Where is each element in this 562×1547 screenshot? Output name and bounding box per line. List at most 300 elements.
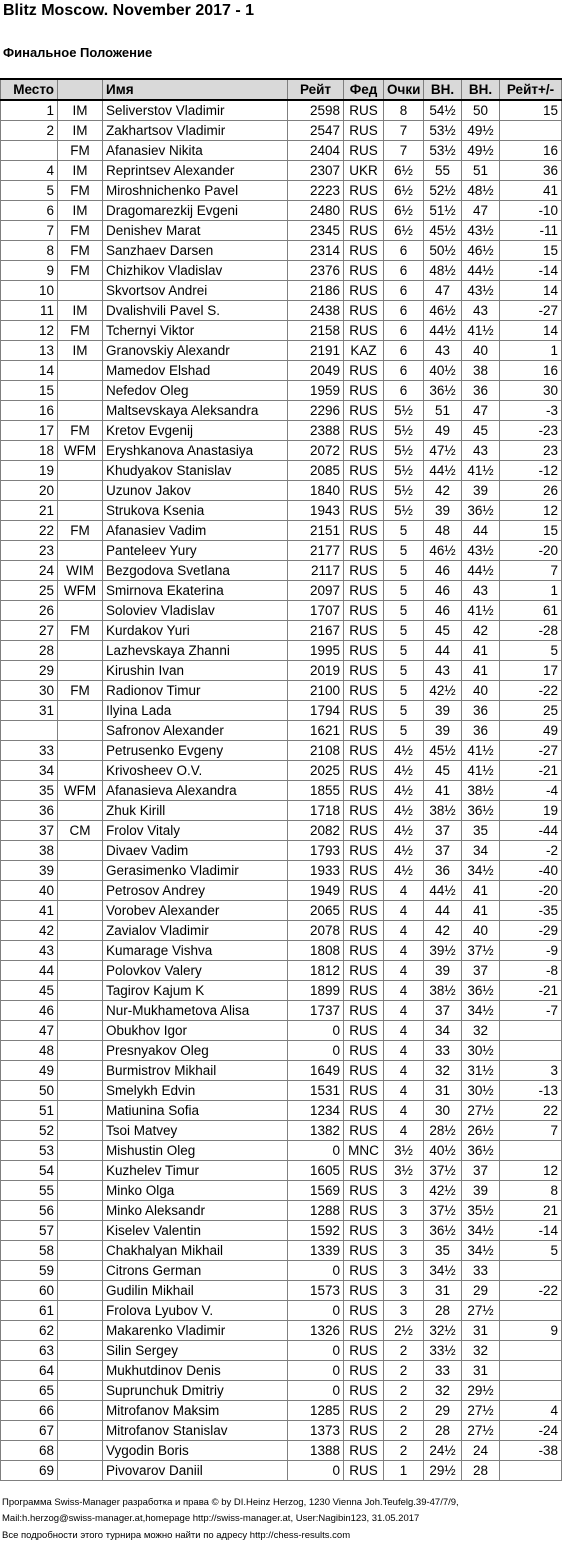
cell-rating: 1569 bbox=[288, 1181, 344, 1201]
cell-tiebreak-1: 47½ bbox=[424, 441, 462, 461]
cell-rating: 2345 bbox=[288, 221, 344, 241]
cell-tiebreak-2: 48½ bbox=[462, 181, 500, 201]
cell-tiebreak-2: 36½ bbox=[462, 1141, 500, 1161]
table-row bbox=[1, 561, 562, 581]
cell-rating: 1812 bbox=[288, 961, 344, 981]
cell-tiebreak-2: 37½ bbox=[462, 941, 500, 961]
cell-rating: 1949 bbox=[288, 881, 344, 901]
cell-title bbox=[58, 281, 103, 301]
cell-tiebreak-1: 37 bbox=[424, 821, 462, 841]
cell-rating-change: 7 bbox=[500, 1121, 562, 1141]
cell-rank: 15 bbox=[1, 381, 58, 401]
cell-rating-change: -22 bbox=[500, 681, 562, 701]
cell-federation: RUS bbox=[344, 781, 384, 801]
standings-table bbox=[0, 78, 562, 1481]
cell-title bbox=[58, 741, 103, 761]
cell-name: Mamedov Elshad bbox=[103, 361, 288, 381]
cell-name: Kirushin Ivan bbox=[103, 661, 288, 681]
cell-title: CM bbox=[58, 821, 103, 841]
cell-federation: RUS bbox=[344, 721, 384, 741]
cell-rating-change: 14 bbox=[500, 281, 562, 301]
table-row bbox=[1, 701, 562, 721]
cell-title bbox=[58, 1261, 103, 1281]
cell-rating-change: -23 bbox=[500, 421, 562, 441]
cell-tiebreak-1: 33 bbox=[424, 1361, 462, 1381]
table-row bbox=[1, 1201, 562, 1221]
cell-rating-change: -27 bbox=[500, 301, 562, 321]
cell-federation: RUS bbox=[344, 501, 384, 521]
cell-rank: 46 bbox=[1, 1001, 58, 1021]
table-header-row bbox=[1, 79, 562, 100]
cell-rank: 48 bbox=[1, 1041, 58, 1061]
cell-tiebreak-1: 45 bbox=[424, 621, 462, 641]
cell-points: 6½ bbox=[384, 221, 424, 241]
table-row bbox=[1, 481, 562, 501]
cell-tiebreak-2: 49½ bbox=[462, 141, 500, 161]
cell-federation: RUS bbox=[344, 221, 384, 241]
cell-federation: RUS bbox=[344, 321, 384, 341]
cell-points: 6 bbox=[384, 361, 424, 381]
table-row bbox=[1, 621, 562, 641]
cell-title: FM bbox=[58, 241, 103, 261]
table-row bbox=[1, 821, 562, 841]
cell-points: 4½ bbox=[384, 761, 424, 781]
cell-tiebreak-1: 51 bbox=[424, 401, 462, 421]
cell-points: 4 bbox=[384, 1021, 424, 1041]
cell-rating-change: 14 bbox=[500, 321, 562, 341]
cell-rank: 33 bbox=[1, 741, 58, 761]
cell-title bbox=[58, 1161, 103, 1181]
cell-rating: 2314 bbox=[288, 241, 344, 261]
cell-tiebreak-1: 42 bbox=[424, 481, 462, 501]
cell-tiebreak-1: 46 bbox=[424, 581, 462, 601]
cell-points: 5 bbox=[384, 661, 424, 681]
cell-rank: 39 bbox=[1, 861, 58, 881]
cell-tiebreak-1: 39½ bbox=[424, 941, 462, 961]
table-row bbox=[1, 1321, 562, 1341]
cell-points: 4 bbox=[384, 1121, 424, 1141]
cell-rating-change: 5 bbox=[500, 641, 562, 661]
cell-points: 3 bbox=[384, 1201, 424, 1221]
table-row bbox=[1, 1081, 562, 1101]
table-row bbox=[1, 381, 562, 401]
cell-name: Presnyakov Oleg bbox=[103, 1041, 288, 1061]
table-row bbox=[1, 761, 562, 781]
cell-rating: 1373 bbox=[288, 1421, 344, 1441]
cell-rank: 1 bbox=[1, 100, 58, 121]
cell-rank: 43 bbox=[1, 941, 58, 961]
cell-rating-change: -28 bbox=[500, 621, 562, 641]
cell-tiebreak-2: 41½ bbox=[462, 761, 500, 781]
cell-rating-change: 25 bbox=[500, 701, 562, 721]
cell-rating: 2078 bbox=[288, 921, 344, 941]
cell-tiebreak-1: 42 bbox=[424, 921, 462, 941]
cell-tiebreak-2: 35 bbox=[462, 821, 500, 841]
table-row bbox=[1, 1001, 562, 1021]
cell-federation: RUS bbox=[344, 1041, 384, 1061]
cell-rank: 30 bbox=[1, 681, 58, 701]
cell-points: 7 bbox=[384, 121, 424, 141]
cell-rank: 2 bbox=[1, 121, 58, 141]
cell-federation: RUS bbox=[344, 921, 384, 941]
table-row bbox=[1, 1341, 562, 1361]
cell-rank: 9 bbox=[1, 261, 58, 281]
cell-federation: RUS bbox=[344, 1341, 384, 1361]
cell-tiebreak-2: 34 bbox=[462, 841, 500, 861]
cell-tiebreak-1: 29½ bbox=[424, 1461, 462, 1481]
cell-rating: 1592 bbox=[288, 1221, 344, 1241]
cell-tiebreak-2: 36½ bbox=[462, 801, 500, 821]
cell-rating-change: -8 bbox=[500, 961, 562, 981]
cell-federation: RUS bbox=[344, 461, 384, 481]
cell-points: 4 bbox=[384, 1061, 424, 1081]
cell-rating-change: -27 bbox=[500, 741, 562, 761]
cell-tiebreak-1: 55 bbox=[424, 161, 462, 181]
cell-federation: RUS bbox=[344, 981, 384, 1001]
table-row bbox=[1, 301, 562, 321]
header-name: Имя bbox=[103, 79, 288, 100]
cell-name: Minko Olga bbox=[103, 1181, 288, 1201]
cell-rating-change: 7 bbox=[500, 561, 562, 581]
table-row bbox=[1, 1241, 562, 1261]
header-title bbox=[58, 79, 103, 100]
cell-federation: RUS bbox=[344, 601, 384, 621]
cell-tiebreak-2: 36½ bbox=[462, 501, 500, 521]
cell-rating: 1793 bbox=[288, 841, 344, 861]
table-row bbox=[1, 541, 562, 561]
cell-rating-change: -21 bbox=[500, 981, 562, 1001]
cell-federation: RUS bbox=[344, 801, 384, 821]
cell-tiebreak-1: 36 bbox=[424, 861, 462, 881]
table-row bbox=[1, 281, 562, 301]
cell-title bbox=[58, 1341, 103, 1361]
cell-tiebreak-2: 31 bbox=[462, 1361, 500, 1381]
cell-rating-change: 15 bbox=[500, 100, 562, 121]
cell-rating: 2097 bbox=[288, 581, 344, 601]
cell-name: Burmistrov Mikhail bbox=[103, 1061, 288, 1081]
cell-name: Afanasiev Vadim bbox=[103, 521, 288, 541]
cell-tiebreak-2: 41½ bbox=[462, 321, 500, 341]
cell-federation: RUS bbox=[344, 100, 384, 121]
cell-points: 3 bbox=[384, 1301, 424, 1321]
cell-tiebreak-2: 27½ bbox=[462, 1101, 500, 1121]
cell-points: 8 bbox=[384, 100, 424, 121]
cell-name: Mukhutdinov Denis bbox=[103, 1361, 288, 1381]
cell-federation: RUS bbox=[344, 1441, 384, 1461]
cell-name: Safronov Alexander bbox=[103, 721, 288, 741]
cell-name: Ilyina Lada bbox=[103, 701, 288, 721]
cell-rating-change: -14 bbox=[500, 261, 562, 281]
table-row bbox=[1, 661, 562, 681]
cell-name: Citrons German bbox=[103, 1261, 288, 1281]
cell-tiebreak-1: 33 bbox=[424, 1041, 462, 1061]
cell-name: Kuzhelev Timur bbox=[103, 1161, 288, 1181]
table-row bbox=[1, 1461, 562, 1481]
cell-points: 6 bbox=[384, 261, 424, 281]
footer-line-2: Mail:h.herzog@swiss-manager.at,homepage http://swiss-manager.at, User:Nagibin123, 31.05.2017 bbox=[2, 1513, 420, 1524]
cell-tiebreak-1: 48 bbox=[424, 521, 462, 541]
cell-title bbox=[58, 1061, 103, 1081]
cell-title bbox=[58, 1321, 103, 1341]
cell-tiebreak-1: 52½ bbox=[424, 181, 462, 201]
cell-title bbox=[58, 901, 103, 921]
cell-points: 6 bbox=[384, 321, 424, 341]
cell-rating-change: -7 bbox=[500, 1001, 562, 1021]
cell-name: Nur-Mukhametova Alisa bbox=[103, 1001, 288, 1021]
cell-points: 4 bbox=[384, 1101, 424, 1121]
cell-tiebreak-1: 42½ bbox=[424, 681, 462, 701]
cell-tiebreak-2: 28 bbox=[462, 1461, 500, 1481]
cell-name: Frolov Vitaly bbox=[103, 821, 288, 841]
cell-points: 2 bbox=[384, 1381, 424, 1401]
cell-rating-change: -40 bbox=[500, 861, 562, 881]
cell-federation: RUS bbox=[344, 1221, 384, 1241]
cell-federation: UKR bbox=[344, 161, 384, 181]
cell-tiebreak-1: 50½ bbox=[424, 241, 462, 261]
cell-name: Silin Sergey bbox=[103, 1341, 288, 1361]
cell-tiebreak-1: 48½ bbox=[424, 261, 462, 281]
cell-rating: 2438 bbox=[288, 301, 344, 321]
table-row bbox=[1, 1141, 562, 1161]
cell-tiebreak-2: 35½ bbox=[462, 1201, 500, 1221]
cell-tiebreak-2: 50 bbox=[462, 100, 500, 121]
table-row bbox=[1, 501, 562, 521]
cell-points: 4½ bbox=[384, 861, 424, 881]
cell-rating-change: 19 bbox=[500, 801, 562, 821]
cell-rank: 25 bbox=[1, 581, 58, 601]
cell-name: Smirnova Ekaterina bbox=[103, 581, 288, 601]
cell-rating: 2307 bbox=[288, 161, 344, 181]
cell-points: 5½ bbox=[384, 461, 424, 481]
cell-rank: 44 bbox=[1, 961, 58, 981]
cell-title: FM bbox=[58, 141, 103, 161]
cell-federation: RUS bbox=[344, 1281, 384, 1301]
cell-rating: 0 bbox=[288, 1361, 344, 1381]
cell-rating-change: -11 bbox=[500, 221, 562, 241]
table-row bbox=[1, 721, 562, 741]
cell-name: Dragomarezkij Evgeni bbox=[103, 201, 288, 221]
cell-name: Afanasiev Nikita bbox=[103, 141, 288, 161]
table-row bbox=[1, 261, 562, 281]
cell-name: Zakhartsov Vladimir bbox=[103, 121, 288, 141]
cell-title bbox=[58, 1181, 103, 1201]
cell-tiebreak-1: 24½ bbox=[424, 1441, 462, 1461]
cell-rating: 2186 bbox=[288, 281, 344, 301]
cell-rating: 2167 bbox=[288, 621, 344, 641]
cell-name: Gudilin Mikhail bbox=[103, 1281, 288, 1301]
header-rating-change: Рейт+/- bbox=[500, 79, 562, 100]
cell-name: Strukova Ksenia bbox=[103, 501, 288, 521]
cell-points: 4½ bbox=[384, 781, 424, 801]
cell-title bbox=[58, 921, 103, 941]
cell-title bbox=[58, 881, 103, 901]
cell-rating: 0 bbox=[288, 1261, 344, 1281]
cell-title: WFM bbox=[58, 441, 103, 461]
cell-name: Obukhov Igor bbox=[103, 1021, 288, 1041]
cell-federation: RUS bbox=[344, 1421, 384, 1441]
cell-tiebreak-2: 36½ bbox=[462, 981, 500, 1001]
table-row bbox=[1, 1181, 562, 1201]
cell-rating-change: 4 bbox=[500, 1401, 562, 1421]
cell-points: 4½ bbox=[384, 741, 424, 761]
cell-rating-change bbox=[500, 1041, 562, 1061]
cell-points: 4 bbox=[384, 881, 424, 901]
cell-rating-change: -22 bbox=[500, 1281, 562, 1301]
cell-rating-change: -10 bbox=[500, 201, 562, 221]
cell-rating-change: -21 bbox=[500, 761, 562, 781]
cell-rank: 22 bbox=[1, 521, 58, 541]
cell-points: 3 bbox=[384, 1181, 424, 1201]
cell-tiebreak-2: 30½ bbox=[462, 1081, 500, 1101]
cell-rating: 2547 bbox=[288, 121, 344, 141]
cell-rank: 10 bbox=[1, 281, 58, 301]
cell-rating-change: 15 bbox=[500, 241, 562, 261]
table-row bbox=[1, 1401, 562, 1421]
table-row bbox=[1, 521, 562, 541]
cell-title: WFM bbox=[58, 581, 103, 601]
cell-points: 2 bbox=[384, 1441, 424, 1461]
cell-tiebreak-2: 44 bbox=[462, 521, 500, 541]
cell-rating: 1840 bbox=[288, 481, 344, 501]
cell-tiebreak-1: 39 bbox=[424, 701, 462, 721]
cell-rating: 1855 bbox=[288, 781, 344, 801]
cell-points: 4 bbox=[384, 961, 424, 981]
cell-title bbox=[58, 1081, 103, 1101]
cell-tiebreak-1: 53½ bbox=[424, 141, 462, 161]
cell-federation: RUS bbox=[344, 861, 384, 881]
cell-federation: RUS bbox=[344, 661, 384, 681]
cell-federation: RUS bbox=[344, 361, 384, 381]
table-row bbox=[1, 1281, 562, 1301]
cell-rating-change: -44 bbox=[500, 821, 562, 841]
cell-title: IM bbox=[58, 161, 103, 181]
cell-title bbox=[58, 1401, 103, 1421]
cell-points: 5 bbox=[384, 541, 424, 561]
cell-federation: RUS bbox=[344, 1461, 384, 1481]
cell-title bbox=[58, 1441, 103, 1461]
cell-rating-change: -4 bbox=[500, 781, 562, 801]
cell-name: Denishev Marat bbox=[103, 221, 288, 241]
cell-rating: 0 bbox=[288, 1461, 344, 1481]
cell-points: 6 bbox=[384, 301, 424, 321]
cell-tiebreak-1: 37½ bbox=[424, 1161, 462, 1181]
cell-rank: 68 bbox=[1, 1441, 58, 1461]
cell-title bbox=[58, 1201, 103, 1221]
cell-title bbox=[58, 961, 103, 981]
cell-tiebreak-2: 45 bbox=[462, 421, 500, 441]
cell-tiebreak-2: 32 bbox=[462, 1341, 500, 1361]
cell-rank: 61 bbox=[1, 1301, 58, 1321]
footer-line-3: Все подробности этого турнира можно найти по адресу http://chess-results.com bbox=[2, 1530, 351, 1541]
cell-rating: 1707 bbox=[288, 601, 344, 621]
cell-rank: 69 bbox=[1, 1461, 58, 1481]
cell-federation: RUS bbox=[344, 521, 384, 541]
cell-points: 5 bbox=[384, 601, 424, 621]
cell-tiebreak-1: 34 bbox=[424, 1021, 462, 1041]
cell-tiebreak-2: 49½ bbox=[462, 121, 500, 141]
table-row bbox=[1, 341, 562, 361]
cell-rating: 2598 bbox=[288, 100, 344, 121]
cell-points: 6½ bbox=[384, 161, 424, 181]
cell-federation: RUS bbox=[344, 121, 384, 141]
table-row bbox=[1, 641, 562, 661]
cell-name: Kiselev Valentin bbox=[103, 1221, 288, 1241]
table-row bbox=[1, 1261, 562, 1281]
table-row bbox=[1, 681, 562, 701]
cell-title bbox=[58, 1001, 103, 1021]
cell-federation: RUS bbox=[344, 441, 384, 461]
cell-rating: 1288 bbox=[288, 1201, 344, 1221]
cell-federation: RUS bbox=[344, 1241, 384, 1261]
table-row bbox=[1, 401, 562, 421]
cell-name: Radionov Timur bbox=[103, 681, 288, 701]
cell-tiebreak-1: 32 bbox=[424, 1061, 462, 1081]
cell-rank: 51 bbox=[1, 1101, 58, 1121]
cell-rating-change: -2 bbox=[500, 841, 562, 861]
cell-rating: 1621 bbox=[288, 721, 344, 741]
footer-line-1: Программа Swiss-Manager разработка и права © by DI.Heinz Herzog, 1230 Vienna Joh.Teufelg.39-47/7/9, bbox=[2, 1497, 459, 1508]
cell-points: 3½ bbox=[384, 1141, 424, 1161]
cell-tiebreak-2: 34½ bbox=[462, 861, 500, 881]
cell-title bbox=[58, 1101, 103, 1121]
cell-title bbox=[58, 641, 103, 661]
cell-name: Chizhikov Vladislav bbox=[103, 261, 288, 281]
cell-tiebreak-2: 43½ bbox=[462, 281, 500, 301]
cell-title bbox=[58, 381, 103, 401]
cell-title bbox=[58, 861, 103, 881]
cell-rating: 2072 bbox=[288, 441, 344, 461]
cell-title bbox=[58, 661, 103, 681]
cell-tiebreak-1: 37 bbox=[424, 841, 462, 861]
cell-rank: 57 bbox=[1, 1221, 58, 1241]
cell-rank: 31 bbox=[1, 701, 58, 721]
cell-name: Maltsevskaya Aleksandra bbox=[103, 401, 288, 421]
cell-points: 5 bbox=[384, 621, 424, 641]
cell-points: 5½ bbox=[384, 441, 424, 461]
cell-name: Soloviev Vladislav bbox=[103, 601, 288, 621]
cell-points: 5½ bbox=[384, 481, 424, 501]
cell-title bbox=[58, 1461, 103, 1481]
cell-tiebreak-1: 47 bbox=[424, 281, 462, 301]
cell-federation: RUS bbox=[344, 1261, 384, 1281]
header-tiebreak-1: ВН. bbox=[424, 79, 462, 100]
table-row bbox=[1, 181, 562, 201]
cell-rating: 1808 bbox=[288, 941, 344, 961]
cell-tiebreak-1: 44½ bbox=[424, 461, 462, 481]
cell-title bbox=[58, 1141, 103, 1161]
cell-rating-change: 12 bbox=[500, 1161, 562, 1181]
cell-name: Granovskiy Alexandr bbox=[103, 341, 288, 361]
cell-rating-change: -29 bbox=[500, 921, 562, 941]
cell-title: FM bbox=[58, 221, 103, 241]
cell-tiebreak-1: 43 bbox=[424, 661, 462, 681]
cell-rank: 35 bbox=[1, 781, 58, 801]
cell-rating: 2191 bbox=[288, 341, 344, 361]
cell-rating: 2085 bbox=[288, 461, 344, 481]
cell-title bbox=[58, 1421, 103, 1441]
cell-tiebreak-2: 41 bbox=[462, 661, 500, 681]
cell-tiebreak-2: 27½ bbox=[462, 1401, 500, 1421]
cell-tiebreak-1: 44½ bbox=[424, 321, 462, 341]
cell-points: 2 bbox=[384, 1361, 424, 1381]
cell-federation: RUS bbox=[344, 1081, 384, 1101]
cell-rank: 37 bbox=[1, 821, 58, 841]
cell-rating: 0 bbox=[288, 1381, 344, 1401]
cell-federation: RUS bbox=[344, 1121, 384, 1141]
table-row bbox=[1, 1381, 562, 1401]
cell-rating: 2158 bbox=[288, 321, 344, 341]
cell-title bbox=[58, 1221, 103, 1241]
